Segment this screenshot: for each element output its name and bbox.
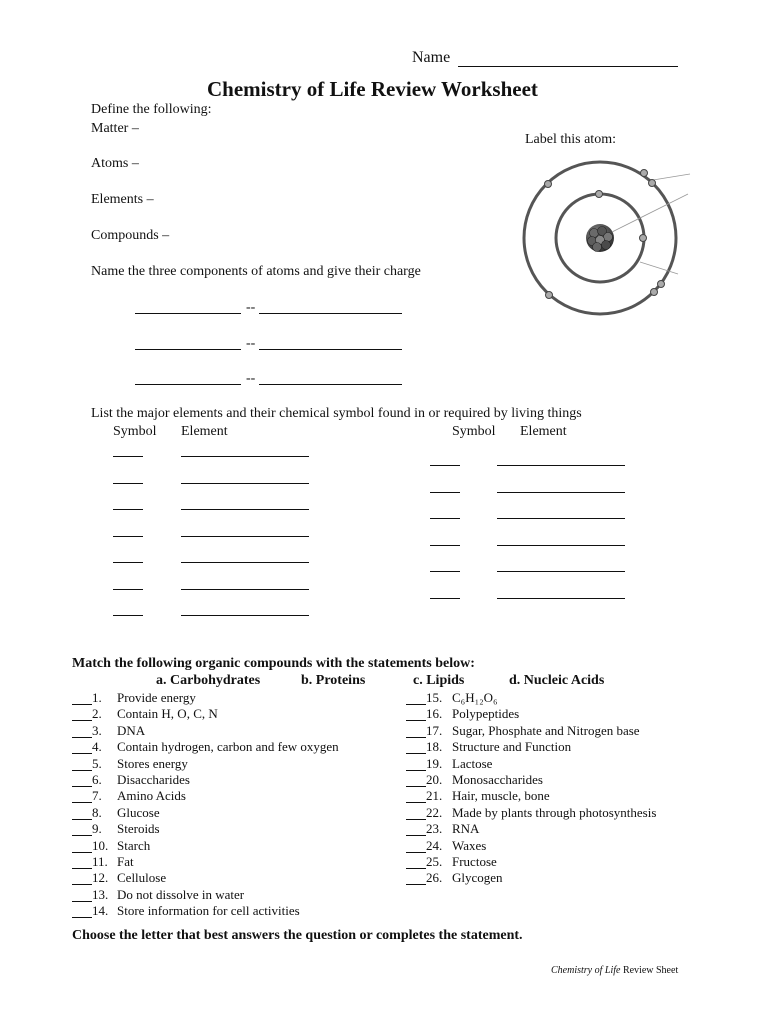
component-name-field[interactable] (135, 384, 241, 385)
element-field[interactable] (181, 456, 309, 457)
item-number: 9. (92, 821, 102, 837)
answer-blank[interactable] (72, 737, 92, 738)
item-statement: C₆H₁₂O₆ (452, 690, 498, 705)
answer-blank[interactable] (72, 917, 92, 918)
name-label: Name (412, 49, 451, 66)
item-statement: Stores energy (117, 755, 188, 771)
answer-blank[interactable] (72, 852, 92, 853)
define-heading: Define the following: (91, 102, 212, 117)
electron (596, 191, 603, 198)
element-field[interactable] (497, 598, 625, 599)
footer-title-rest: Review Sheet (620, 965, 679, 976)
item-number: 1. (92, 690, 102, 705)
answer-blank[interactable] (72, 802, 92, 803)
atom-label-prompt: Label this atom: (525, 132, 616, 147)
electron (545, 181, 552, 188)
option-carbohydrates: a. Carbohydrates (156, 673, 261, 688)
element-field[interactable] (181, 615, 309, 616)
answer-blank[interactable] (406, 819, 426, 820)
electron (651, 289, 658, 296)
answer-blank[interactable] (406, 868, 426, 869)
item-statement: Amino Acids (117, 788, 186, 804)
item-number: 2. (92, 706, 102, 722)
item-number: 14. (92, 903, 109, 919)
element-field[interactable] (181, 562, 309, 563)
matching-instructions: Match the following organic compounds with the statements below: (72, 656, 475, 671)
item-statement: Monosaccharides (452, 772, 543, 787)
answer-blank[interactable] (406, 720, 426, 721)
symbol-column-header: Symbol (452, 424, 496, 439)
item-statement: Sugar, Phosphate and Nitrogen base (452, 722, 640, 738)
item-statement: Lactose (452, 755, 493, 771)
component-separator: -- (246, 336, 256, 351)
symbol-field[interactable] (113, 509, 143, 510)
component-charge-field[interactable] (259, 349, 402, 350)
electron (546, 292, 553, 299)
component-name-field[interactable] (135, 313, 241, 314)
item-number: 20. (426, 772, 443, 787)
symbol-field[interactable] (430, 598, 460, 599)
component-separator: -- (246, 300, 256, 315)
item-number: 5. (92, 755, 102, 771)
nucleus (586, 224, 614, 252)
item-number: 10. (92, 837, 109, 853)
item-statement: Store information for cell activities (117, 903, 300, 919)
item-number: 26. (426, 870, 443, 886)
item-statement: Fructose (452, 854, 497, 869)
item-number: 18. (426, 739, 443, 755)
item-statement: Contain hydrogen, carbon and few oxygen (117, 739, 339, 755)
label-pointer-line (653, 174, 690, 180)
define-term-matter: Matter – (91, 121, 139, 136)
choose-instructions: Choose the letter that best answers the question or completes the statement. (72, 928, 523, 943)
option-lipids: c. Lipids (413, 673, 465, 688)
item-number: 8. (92, 804, 102, 820)
answer-blank[interactable] (406, 704, 426, 705)
item-number: 3. (92, 722, 102, 738)
answer-blank[interactable] (72, 786, 92, 787)
symbol-field[interactable] (113, 589, 143, 590)
element-field[interactable] (497, 545, 625, 546)
footer (551, 965, 678, 976)
answer-blank[interactable] (406, 884, 426, 885)
answer-blank[interactable] (406, 786, 426, 787)
define-term-elements: Elements – (91, 192, 154, 207)
symbol-field[interactable] (430, 545, 460, 546)
item-statement: Contain H, O, C, N (117, 706, 218, 722)
element-field[interactable] (181, 589, 309, 590)
item-statement: Steroids (117, 821, 160, 837)
answer-blank[interactable] (406, 737, 426, 738)
component-separator: -- (246, 371, 256, 386)
item-number: 23. (426, 821, 443, 837)
component-charge-field[interactable] (259, 313, 402, 314)
element-field[interactable] (497, 518, 625, 519)
page-title: Chemistry of Life Review Worksheet (207, 77, 538, 101)
symbol-field[interactable] (113, 562, 143, 563)
answer-blank[interactable] (72, 901, 92, 902)
name-field[interactable] (458, 66, 678, 67)
element-field[interactable] (497, 492, 625, 493)
answer-blank[interactable] (72, 704, 92, 705)
define-term-compounds: Compounds – (91, 228, 170, 243)
item-statement: Structure and Function (452, 739, 572, 755)
item-statement: Waxes (452, 837, 487, 853)
answer-blank[interactable] (406, 770, 426, 771)
answer-blank[interactable] (406, 835, 426, 836)
option-proteins: b. Proteins (301, 673, 366, 688)
electron (641, 170, 648, 177)
elements-prompt: List the major elements and their chemical symbol found in or required by living things (91, 406, 582, 421)
symbol-field[interactable] (430, 465, 460, 466)
element-column-header: Element (181, 424, 228, 439)
item-number: 12. (92, 870, 109, 886)
element-field[interactable] (497, 571, 625, 572)
answer-blank[interactable] (72, 720, 92, 721)
item-number: 19. (426, 755, 443, 771)
define-term-atoms: Atoms – (91, 156, 139, 171)
item-number: 17. (426, 722, 443, 738)
item-number: 15. (426, 690, 443, 705)
item-statement: Polypeptides (452, 706, 520, 722)
item-statement: Disaccharides (117, 772, 190, 787)
symbol-field[interactable] (113, 456, 143, 457)
symbol-field[interactable] (430, 518, 460, 519)
symbol-field[interactable] (113, 536, 143, 537)
item-statement: Glucose (117, 804, 160, 820)
answer-blank[interactable] (406, 753, 426, 754)
item-number: 4. (92, 739, 102, 755)
answer-blank[interactable] (72, 819, 92, 820)
symbol-field[interactable] (113, 615, 143, 616)
element-field[interactable] (497, 465, 625, 466)
answer-blank[interactable] (406, 802, 426, 803)
electron (640, 235, 647, 242)
element-field[interactable] (181, 536, 309, 537)
item-statement: Glycogen (452, 870, 503, 886)
answer-blank[interactable] (72, 770, 92, 771)
item-number: 24. (426, 837, 443, 853)
item-statement: Starch (117, 837, 151, 853)
element-column-header: Element (520, 424, 567, 439)
item-statement: RNA (452, 821, 480, 837)
components-prompt: Name the three components of atoms and give their charge (91, 264, 421, 279)
symbol-field[interactable] (430, 571, 460, 572)
item-statement: Do not dissolve in water (117, 886, 245, 902)
item-statement: Hair, muscle, bone (452, 788, 550, 804)
item-number: 6. (92, 772, 102, 787)
item-statement: Fat (117, 854, 134, 869)
option-nucleic-acids: d. Nucleic Acids (509, 673, 605, 688)
symbol-field[interactable] (430, 492, 460, 493)
item-statement: Made by plants through photosynthesis (452, 804, 657, 820)
item-statement: Cellulose (117, 870, 167, 886)
answer-blank[interactable] (406, 852, 426, 853)
component-charge-field[interactable] (259, 384, 402, 385)
electron (658, 281, 665, 288)
item-number: 11. (92, 854, 108, 869)
component-name-field[interactable] (135, 349, 241, 350)
symbol-column-header: Symbol (113, 424, 157, 439)
item-number: 16. (426, 706, 443, 722)
item-number: 25. (426, 854, 443, 869)
answer-blank[interactable] (72, 753, 92, 754)
element-field[interactable] (181, 483, 309, 484)
item-statement: Provide energy (117, 690, 196, 705)
item-statement: DNA (117, 722, 146, 738)
atom-diagram (520, 152, 692, 324)
item-number: 13. (92, 886, 109, 902)
answer-blank[interactable] (72, 868, 92, 869)
item-number: 7. (92, 788, 102, 804)
answer-blank[interactable] (72, 835, 92, 836)
item-number: 22. (426, 804, 443, 820)
element-field[interactable] (181, 509, 309, 510)
item-number: 21. (426, 788, 443, 804)
electron (649, 180, 656, 187)
answer-blank[interactable] (72, 884, 92, 885)
footer-title-italic: Chemistry of Life (551, 965, 621, 976)
symbol-field[interactable] (113, 483, 143, 484)
